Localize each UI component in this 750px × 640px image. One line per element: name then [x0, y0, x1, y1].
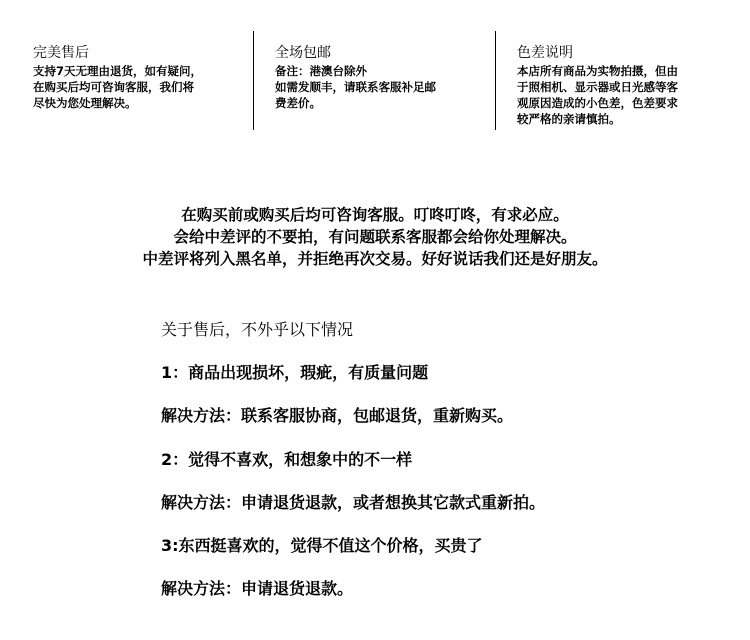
situations-heading: 关于售后，不外乎以下情况	[161, 320, 354, 339]
situation-case: 2：觉得不喜欢，和想象中的不一样	[161, 449, 413, 469]
situation-solution: 解决方法：申请退货退款，或者想换其它款式重新拍。	[161, 492, 546, 512]
feature-line: 尽快为您处理解决。	[33, 96, 137, 110]
notice-line: 会给中差评的不要拍，有问题联系客服都会给你处理解决。	[173, 228, 577, 246]
situation-solution: 解决方法：申请退货退款。	[161, 579, 354, 599]
feature-title: 完美售后	[33, 45, 89, 61]
feature-line: 于照相机、显示器或日光感等客	[517, 80, 678, 94]
notice-line: 在购买前或购买后均可咨询客服。叮咚叮咚，有求必应。	[181, 206, 569, 224]
feature-after-sales	[33, 44, 243, 111]
notice-line: 中差评将列入黑名单，并拒绝再次交易。好好说话我们还是好朋友。	[142, 250, 608, 268]
feature-free-shipping	[275, 44, 485, 111]
feature-description	[275, 63, 485, 111]
feature-line: 本店所有商品为实物拍摄，但由	[517, 64, 678, 78]
feature-color-difference	[517, 44, 727, 127]
situation-case: 3:东西挺喜欢的，觉得不值这个价格，买贵了	[161, 536, 483, 556]
situation-case: 1：商品出现损坏，瑕疵，有质量问题	[161, 363, 429, 382]
feature-title: 全场包邮	[275, 45, 331, 61]
feature-title: 色差说明	[517, 45, 573, 61]
feature-line: 在购买后均可咨询客服，我们将	[33, 80, 194, 94]
feature-line: 较严格的亲请慎拍。	[517, 112, 621, 126]
feature-line: 观原因造成的小色差，色差要求	[517, 96, 678, 110]
situation-solution: 解决方法：联系客服协商，包邮退货，重新购买。	[161, 406, 514, 426]
after-sales-situations	[161, 318, 741, 621]
feature-line: 支持7天无理由退货，如有疑问，	[33, 64, 202, 78]
service-notice	[0, 204, 750, 270]
column-divider	[495, 31, 496, 130]
feature-line: 如需发顺丰，请联系客服补足邮	[275, 80, 436, 94]
feature-line: 备注：港澳台除外	[275, 64, 367, 78]
feature-description	[517, 63, 727, 127]
feature-line: 费差价。	[275, 96, 321, 110]
feature-description	[33, 63, 243, 111]
column-divider	[253, 31, 254, 130]
